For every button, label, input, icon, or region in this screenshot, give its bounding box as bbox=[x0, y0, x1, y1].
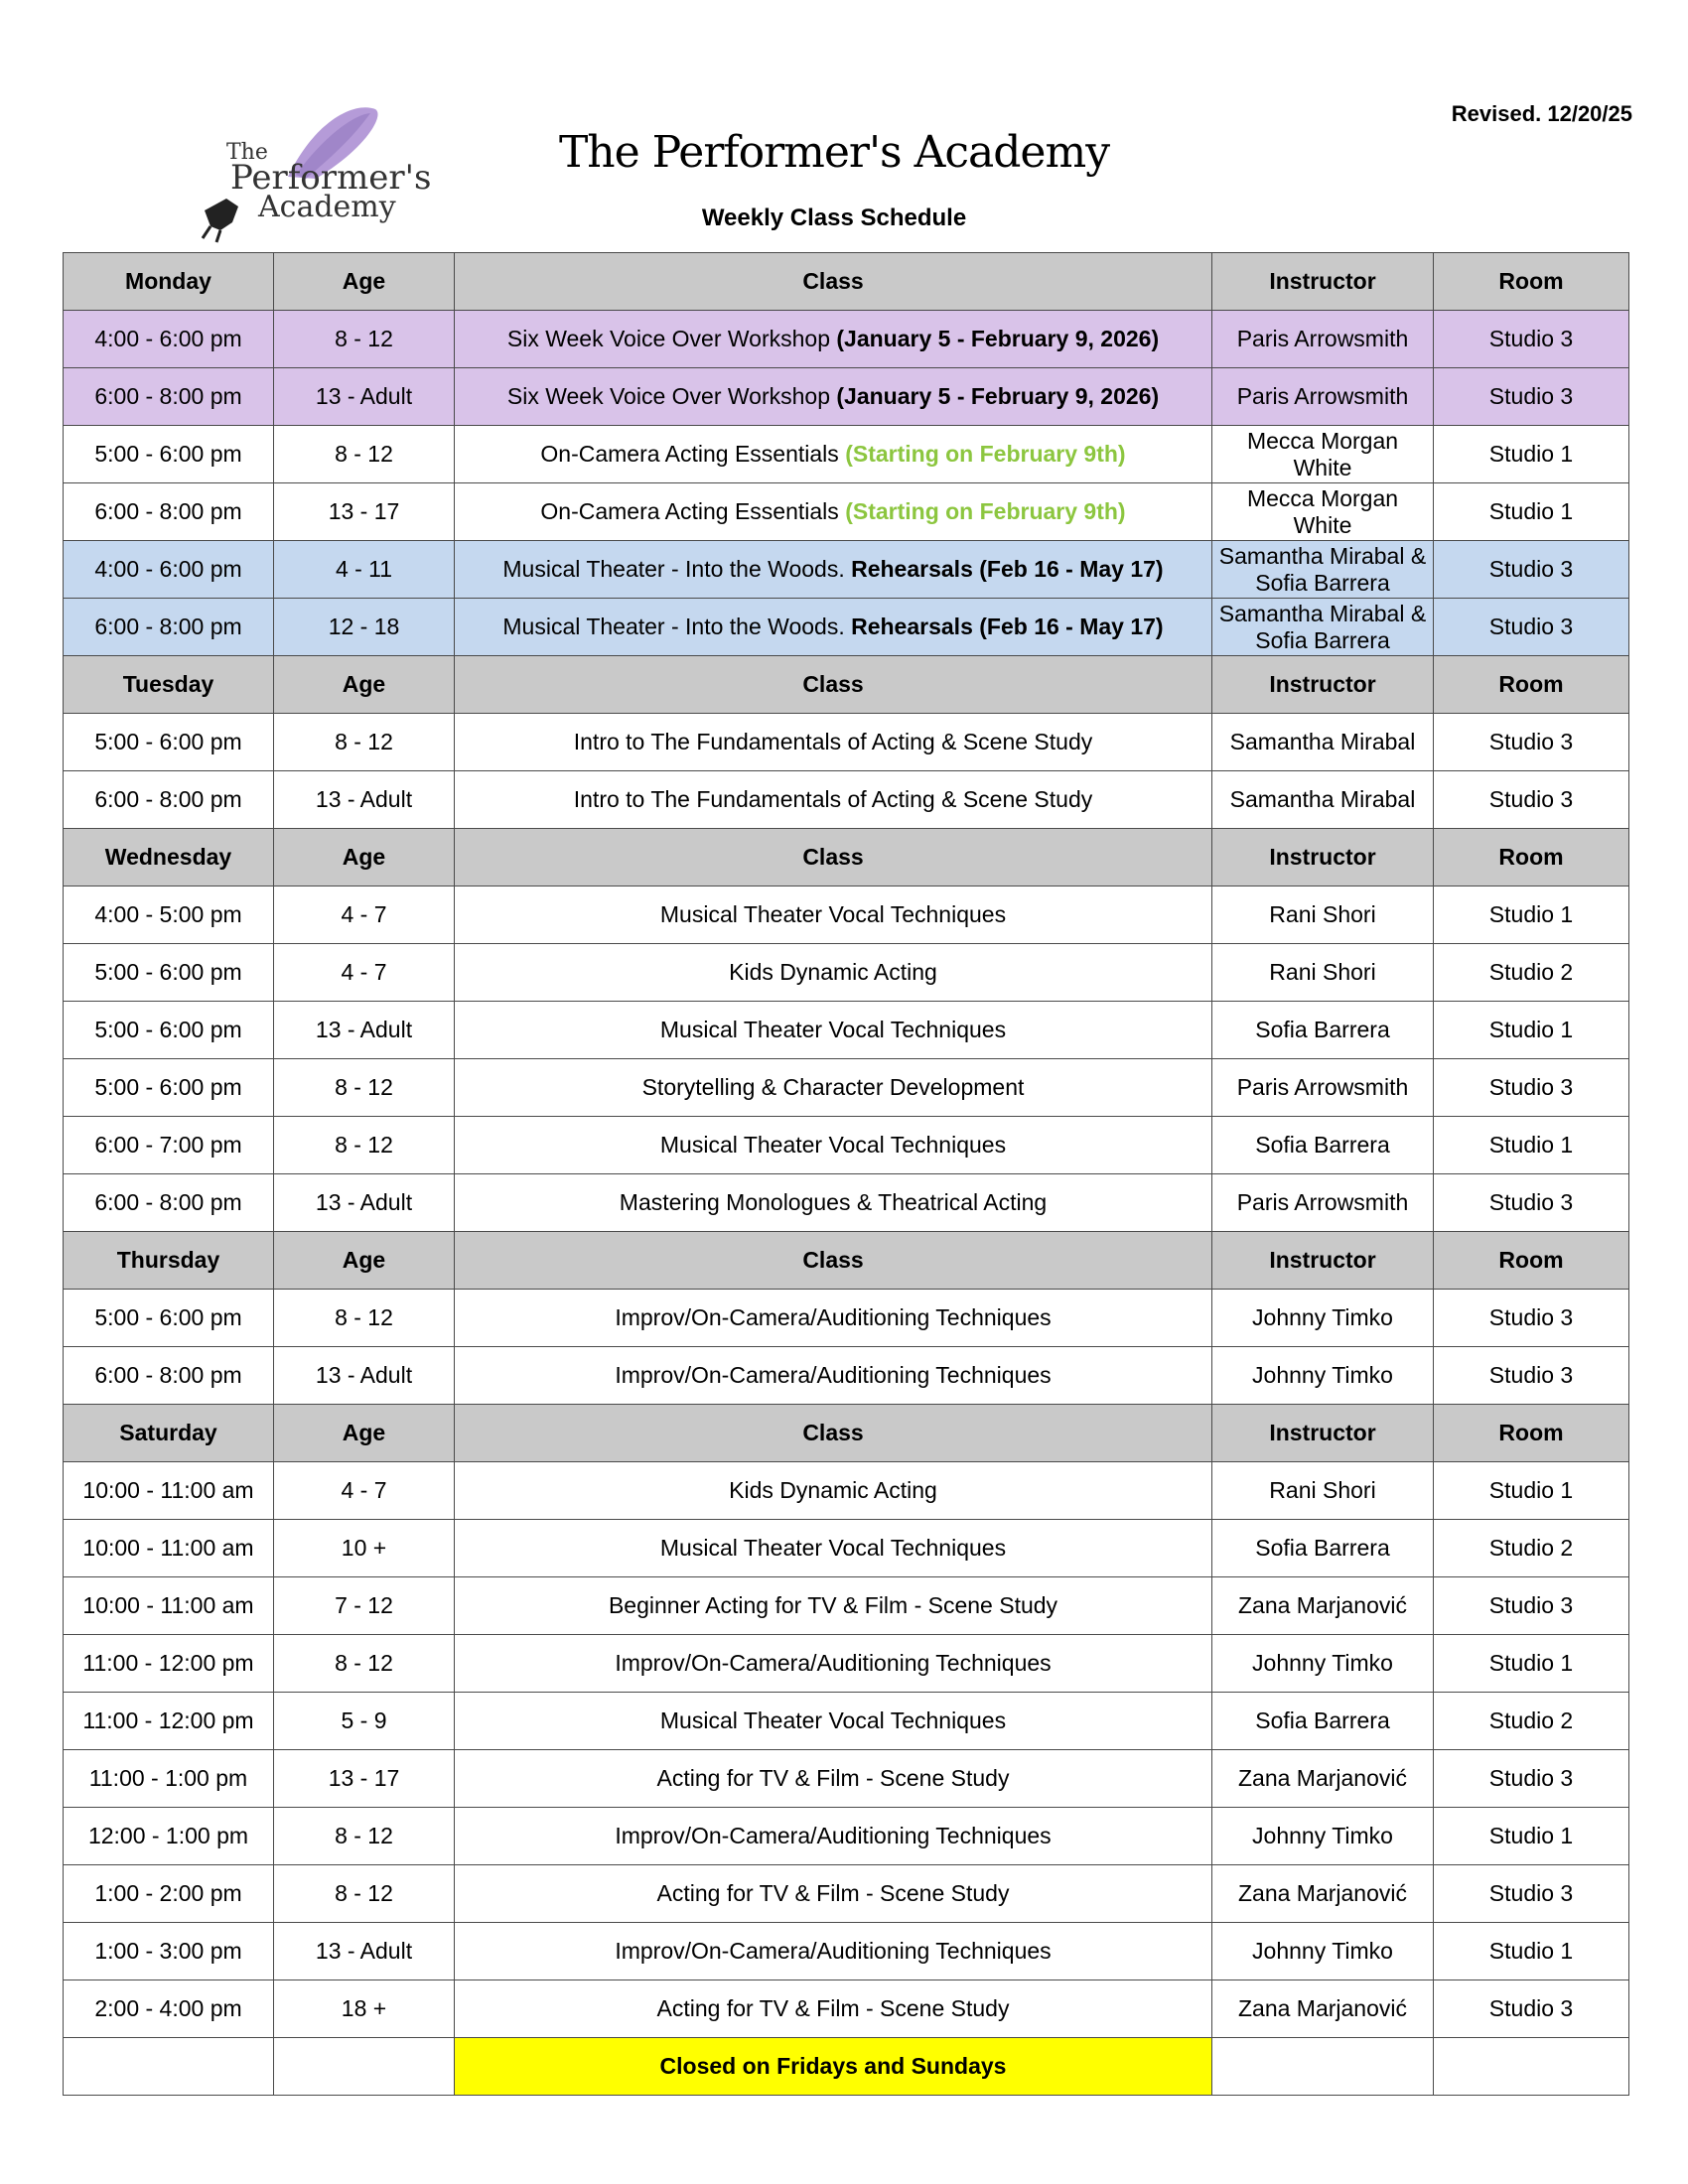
empty-cell bbox=[1212, 2038, 1434, 2096]
time-cell: 4:00 - 6:00 pm bbox=[64, 541, 274, 599]
schedule-row bbox=[64, 714, 1629, 771]
column-header-room: Room bbox=[1434, 1405, 1629, 1462]
instructor-cell: Paris Arrowsmith bbox=[1212, 1059, 1434, 1117]
instructor-cell: Mecca Morgan White bbox=[1212, 483, 1434, 541]
schedule-row bbox=[64, 311, 1629, 368]
age-cell: 4 - 7 bbox=[274, 1462, 455, 1520]
class-cell bbox=[455, 1002, 1212, 1059]
class-cell bbox=[455, 714, 1212, 771]
instructor-cell: Mecca Morgan White bbox=[1212, 426, 1434, 483]
class-cell bbox=[455, 426, 1212, 483]
class-name: Improv/On-Camera/Auditioning Techniques bbox=[615, 1362, 1052, 1388]
class-name: Musical Theater Vocal Techniques bbox=[659, 1535, 1007, 1561]
room-cell: Studio 3 bbox=[1434, 771, 1629, 829]
class-name: Improv/On-Camera/Auditioning Techniques bbox=[615, 1304, 1052, 1330]
class-cell bbox=[455, 1635, 1212, 1693]
class-cell bbox=[455, 1462, 1212, 1520]
class-name: On-Camera Acting Essentials bbox=[540, 498, 846, 524]
time-cell: 5:00 - 6:00 pm bbox=[64, 1290, 274, 1347]
age-cell: 13 - Adult bbox=[274, 1923, 455, 1980]
instructor-cell: Samantha Mirabal & Sofia Barrera bbox=[1212, 541, 1434, 599]
schedule-row bbox=[64, 1290, 1629, 1347]
schedule-row bbox=[64, 887, 1629, 944]
schedule-row bbox=[64, 368, 1629, 426]
room-cell: Studio 3 bbox=[1434, 1865, 1629, 1923]
room-cell: Studio 2 bbox=[1434, 1693, 1629, 1750]
age-cell: 13 - Adult bbox=[274, 1174, 455, 1232]
day-name: Wednesday bbox=[64, 829, 274, 887]
age-cell: 4 - 7 bbox=[274, 887, 455, 944]
class-name: Beginner Acting for TV & Film - Scene Study bbox=[608, 1592, 1058, 1618]
class-cell bbox=[455, 944, 1212, 1002]
class-cell bbox=[455, 483, 1212, 541]
room-cell: Studio 3 bbox=[1434, 1750, 1629, 1808]
schedule-row bbox=[64, 1750, 1629, 1808]
time-cell: 12:00 - 1:00 pm bbox=[64, 1808, 274, 1865]
column-header-age: Age bbox=[274, 253, 455, 311]
schedule-row bbox=[64, 1635, 1629, 1693]
class-cell bbox=[455, 1693, 1212, 1750]
age-cell: 13 - Adult bbox=[274, 368, 455, 426]
instructor-cell: Rani Shori bbox=[1212, 944, 1434, 1002]
day-header-row bbox=[64, 1232, 1629, 1290]
time-cell: 5:00 - 6:00 pm bbox=[64, 1002, 274, 1059]
instructor-cell: Sofia Barrera bbox=[1212, 1520, 1434, 1577]
page-subtitle: Weekly Class Schedule bbox=[701, 205, 967, 231]
instructor-cell: Sofia Barrera bbox=[1212, 1117, 1434, 1174]
room-cell: Studio 1 bbox=[1434, 1808, 1629, 1865]
room-cell: Studio 3 bbox=[1434, 1980, 1629, 2038]
room-cell: Studio 1 bbox=[1434, 1635, 1629, 1693]
instructor-cell: Rani Shori bbox=[1212, 1462, 1434, 1520]
schedule-row bbox=[64, 1577, 1629, 1635]
instructor-cell: Johnny Timko bbox=[1212, 1923, 1434, 1980]
instructor-cell: Johnny Timko bbox=[1212, 1635, 1434, 1693]
age-cell: 8 - 12 bbox=[274, 1059, 455, 1117]
time-cell: 4:00 - 5:00 pm bbox=[64, 887, 274, 944]
instructor-cell: Samantha Mirabal bbox=[1212, 714, 1434, 771]
age-cell: 13 - Adult bbox=[274, 1002, 455, 1059]
time-cell: 1:00 - 3:00 pm bbox=[64, 1923, 274, 1980]
class-name: Intro to The Fundamentals of Acting & Scene Study bbox=[573, 786, 1093, 812]
instructor-cell: Paris Arrowsmith bbox=[1212, 368, 1434, 426]
age-cell: 13 - 17 bbox=[274, 1750, 455, 1808]
class-cell bbox=[455, 1980, 1212, 2038]
class-note: (January 5 - February 9, 2026) bbox=[836, 326, 1160, 351]
instructor-cell: Samantha Mirabal bbox=[1212, 771, 1434, 829]
class-note: Rehearsals (Feb 16 - May 17) bbox=[851, 556, 1164, 582]
time-cell: 6:00 - 8:00 pm bbox=[64, 771, 274, 829]
instructor-cell: Sofia Barrera bbox=[1212, 1693, 1434, 1750]
age-cell: 13 - Adult bbox=[274, 1347, 455, 1405]
column-header-instructor: Instructor bbox=[1212, 253, 1434, 311]
age-cell: 10 + bbox=[274, 1520, 455, 1577]
class-cell bbox=[455, 541, 1212, 599]
schedule-row bbox=[64, 1462, 1629, 1520]
schedule-row bbox=[64, 426, 1629, 483]
age-cell: 8 - 12 bbox=[274, 1117, 455, 1174]
schedule-row bbox=[64, 1980, 1629, 2038]
room-cell: Studio 3 bbox=[1434, 714, 1629, 771]
room-cell: Studio 3 bbox=[1434, 311, 1629, 368]
age-cell: 8 - 12 bbox=[274, 1635, 455, 1693]
room-cell: Studio 1 bbox=[1434, 1923, 1629, 1980]
column-header-room: Room bbox=[1434, 253, 1629, 311]
age-cell: 7 - 12 bbox=[274, 1577, 455, 1635]
schedule-row bbox=[64, 599, 1629, 656]
time-cell: 10:00 - 11:00 am bbox=[64, 1520, 274, 1577]
time-cell: 4:00 - 6:00 pm bbox=[64, 311, 274, 368]
revised-date: Revised. 12/20/25 bbox=[1451, 101, 1632, 126]
class-name: Six Week Voice Over Workshop bbox=[506, 326, 837, 351]
schedule-row bbox=[64, 1117, 1629, 1174]
time-cell: 11:00 - 1:00 pm bbox=[64, 1750, 274, 1808]
class-cell bbox=[455, 1750, 1212, 1808]
age-cell: 8 - 12 bbox=[274, 1865, 455, 1923]
class-name: Storytelling & Character Development bbox=[641, 1074, 1025, 1100]
class-cell bbox=[455, 771, 1212, 829]
closed-notice: Closed on Fridays and Sundays bbox=[455, 2038, 1212, 2096]
class-cell bbox=[455, 1808, 1212, 1865]
age-cell: 13 - Adult bbox=[274, 771, 455, 829]
column-header-instructor: Instructor bbox=[1212, 656, 1434, 714]
schedule-row bbox=[64, 483, 1629, 541]
column-header-room: Room bbox=[1434, 829, 1629, 887]
logo-text-academy: Academy bbox=[258, 190, 396, 224]
page-title: The Performer's Academy bbox=[558, 127, 1110, 178]
room-cell: Studio 3 bbox=[1434, 599, 1629, 656]
age-cell: 8 - 12 bbox=[274, 1808, 455, 1865]
class-note: (Starting on February 9th) bbox=[845, 498, 1126, 524]
time-cell: 6:00 - 8:00 pm bbox=[64, 368, 274, 426]
instructor-cell: Zana Marjanović bbox=[1212, 1865, 1434, 1923]
column-header-class: Class bbox=[455, 656, 1212, 714]
column-header-class: Class bbox=[455, 829, 1212, 887]
class-cell bbox=[455, 1923, 1212, 1980]
closed-notice-row bbox=[64, 2038, 1629, 2096]
class-name: Musical Theater Vocal Techniques bbox=[659, 1132, 1007, 1158]
column-header-class: Class bbox=[455, 253, 1212, 311]
class-name: Musical Theater Vocal Techniques bbox=[659, 1707, 1007, 1733]
age-cell: 12 - 18 bbox=[274, 599, 455, 656]
room-cell: Studio 1 bbox=[1434, 426, 1629, 483]
column-header-age: Age bbox=[274, 1405, 455, 1462]
class-name: Improv/On-Camera/Auditioning Techniques bbox=[615, 1823, 1052, 1848]
time-cell: 6:00 - 8:00 pm bbox=[64, 1174, 274, 1232]
age-cell: 4 - 7 bbox=[274, 944, 455, 1002]
empty-cell bbox=[1434, 2038, 1629, 2096]
instructor-cell: Samantha Mirabal & Sofia Barrera bbox=[1212, 599, 1434, 656]
room-cell: Studio 3 bbox=[1434, 368, 1629, 426]
class-cell bbox=[455, 1117, 1212, 1174]
age-cell: 8 - 12 bbox=[274, 426, 455, 483]
class-name: Improv/On-Camera/Auditioning Techniques bbox=[615, 1938, 1052, 1964]
class-name: Musical Theater Vocal Techniques bbox=[659, 1017, 1007, 1042]
instructor-cell: Rani Shori bbox=[1212, 887, 1434, 944]
empty-cell bbox=[274, 2038, 455, 2096]
room-cell: Studio 1 bbox=[1434, 1117, 1629, 1174]
schedule-row bbox=[64, 944, 1629, 1002]
schedule-row bbox=[64, 1347, 1629, 1405]
class-name: Mastering Monologues & Theatrical Acting bbox=[619, 1189, 1048, 1215]
age-cell: 13 - 17 bbox=[274, 483, 455, 541]
class-cell bbox=[455, 599, 1212, 656]
time-cell: 10:00 - 11:00 am bbox=[64, 1577, 274, 1635]
room-cell: Studio 1 bbox=[1434, 887, 1629, 944]
class-cell bbox=[455, 1865, 1212, 1923]
class-note: Rehearsals (Feb 16 - May 17) bbox=[851, 614, 1164, 639]
time-cell: 11:00 - 12:00 pm bbox=[64, 1693, 274, 1750]
instructor-cell: Zana Marjanović bbox=[1212, 1750, 1434, 1808]
column-header-instructor: Instructor bbox=[1212, 1232, 1434, 1290]
logo-text-the: The bbox=[226, 140, 268, 165]
class-cell bbox=[455, 1059, 1212, 1117]
class-name: Kids Dynamic Acting bbox=[729, 1477, 937, 1503]
instructor-cell: Zana Marjanović bbox=[1212, 1577, 1434, 1635]
class-name: Intro to The Fundamentals of Acting & Scene Study bbox=[573, 729, 1093, 754]
class-cell bbox=[455, 1290, 1212, 1347]
room-cell: Studio 3 bbox=[1434, 541, 1629, 599]
time-cell: 6:00 - 8:00 pm bbox=[64, 1347, 274, 1405]
column-header-age: Age bbox=[274, 829, 455, 887]
instructor-cell: Sofia Barrera bbox=[1212, 1002, 1434, 1059]
time-cell: 6:00 - 8:00 pm bbox=[64, 483, 274, 541]
schedule-row bbox=[64, 1520, 1629, 1577]
column-header-room: Room bbox=[1434, 1232, 1629, 1290]
schedule-row bbox=[64, 771, 1629, 829]
day-name: Saturday bbox=[64, 1405, 274, 1462]
class-note: (Starting on February 9th) bbox=[845, 441, 1126, 467]
day-header-row bbox=[64, 829, 1629, 887]
time-cell: 5:00 - 6:00 pm bbox=[64, 714, 274, 771]
class-name: Musical Theater - Into the Woods. bbox=[502, 614, 852, 639]
room-cell: Studio 3 bbox=[1434, 1577, 1629, 1635]
class-name: On-Camera Acting Essentials bbox=[540, 441, 846, 467]
age-cell: 5 - 9 bbox=[274, 1693, 455, 1750]
schedule-row bbox=[64, 1865, 1629, 1923]
column-header-age: Age bbox=[274, 1232, 455, 1290]
time-cell: 6:00 - 7:00 pm bbox=[64, 1117, 274, 1174]
time-cell: 5:00 - 6:00 pm bbox=[64, 426, 274, 483]
day-header-row bbox=[64, 253, 1629, 311]
day-header-row bbox=[64, 656, 1629, 714]
day-name: Monday bbox=[64, 253, 274, 311]
age-cell: 18 + bbox=[274, 1980, 455, 2038]
class-note: (January 5 - February 9, 2026) bbox=[836, 383, 1160, 409]
schedule-row bbox=[64, 1174, 1629, 1232]
class-cell bbox=[455, 1577, 1212, 1635]
schedule-row bbox=[64, 1059, 1629, 1117]
class-name: Musical Theater Vocal Techniques bbox=[659, 901, 1007, 927]
age-cell: 8 - 12 bbox=[274, 714, 455, 771]
age-cell: 4 - 11 bbox=[274, 541, 455, 599]
instructor-cell: Johnny Timko bbox=[1212, 1347, 1434, 1405]
weekly-schedule-table bbox=[63, 252, 1629, 2096]
class-name: Improv/On-Camera/Auditioning Techniques bbox=[615, 1650, 1052, 1676]
class-cell bbox=[455, 1347, 1212, 1405]
class-name: Musical Theater - Into the Woods. bbox=[502, 556, 852, 582]
schedule-row bbox=[64, 541, 1629, 599]
column-header-instructor: Instructor bbox=[1212, 1405, 1434, 1462]
class-cell bbox=[455, 887, 1212, 944]
room-cell: Studio 3 bbox=[1434, 1290, 1629, 1347]
logo-text-performers: Performer's bbox=[230, 158, 432, 198]
room-cell: Studio 3 bbox=[1434, 1347, 1629, 1405]
instructor-cell: Zana Marjanović bbox=[1212, 1980, 1434, 2038]
room-cell: Studio 2 bbox=[1434, 1520, 1629, 1577]
time-cell: 11:00 - 12:00 pm bbox=[64, 1635, 274, 1693]
instructor-cell: Johnny Timko bbox=[1212, 1290, 1434, 1347]
time-cell: 10:00 - 11:00 am bbox=[64, 1462, 274, 1520]
room-cell: Studio 1 bbox=[1434, 1462, 1629, 1520]
schedule-row bbox=[64, 1693, 1629, 1750]
class-cell bbox=[455, 368, 1212, 426]
column-header-class: Class bbox=[455, 1232, 1212, 1290]
class-cell bbox=[455, 1174, 1212, 1232]
room-cell: Studio 2 bbox=[1434, 944, 1629, 1002]
schedule-row bbox=[64, 1808, 1629, 1865]
day-name: Thursday bbox=[64, 1232, 274, 1290]
column-header-room: Room bbox=[1434, 656, 1629, 714]
empty-cell bbox=[64, 2038, 274, 2096]
room-cell: Studio 1 bbox=[1434, 483, 1629, 541]
class-name: Six Week Voice Over Workshop bbox=[506, 383, 837, 409]
age-cell: 8 - 12 bbox=[274, 1290, 455, 1347]
room-cell: Studio 3 bbox=[1434, 1059, 1629, 1117]
time-cell: 1:00 - 2:00 pm bbox=[64, 1865, 274, 1923]
column-header-instructor: Instructor bbox=[1212, 829, 1434, 887]
day-name: Tuesday bbox=[64, 656, 274, 714]
room-cell: Studio 3 bbox=[1434, 1174, 1629, 1232]
time-cell: 5:00 - 6:00 pm bbox=[64, 1059, 274, 1117]
instructor-cell: Paris Arrowsmith bbox=[1212, 311, 1434, 368]
time-cell: 5:00 - 6:00 pm bbox=[64, 944, 274, 1002]
time-cell: 6:00 - 8:00 pm bbox=[64, 599, 274, 656]
class-cell bbox=[455, 1520, 1212, 1577]
class-name: Kids Dynamic Acting bbox=[729, 959, 937, 985]
schedule-row bbox=[64, 1002, 1629, 1059]
age-cell: 8 - 12 bbox=[274, 311, 455, 368]
class-name: Acting for TV & Film - Scene Study bbox=[656, 1765, 1010, 1791]
instructor-cell: Johnny Timko bbox=[1212, 1808, 1434, 1865]
time-cell: 2:00 - 4:00 pm bbox=[64, 1980, 274, 2038]
class-cell bbox=[455, 311, 1212, 368]
day-header-row bbox=[64, 1405, 1629, 1462]
class-name: Acting for TV & Film - Scene Study bbox=[656, 1880, 1010, 1906]
schedule-row bbox=[64, 1923, 1629, 1980]
instructor-cell: Paris Arrowsmith bbox=[1212, 1174, 1434, 1232]
column-header-age: Age bbox=[274, 656, 455, 714]
class-name: Acting for TV & Film - Scene Study bbox=[656, 1995, 1010, 2021]
room-cell: Studio 1 bbox=[1434, 1002, 1629, 1059]
column-header-class: Class bbox=[455, 1405, 1212, 1462]
